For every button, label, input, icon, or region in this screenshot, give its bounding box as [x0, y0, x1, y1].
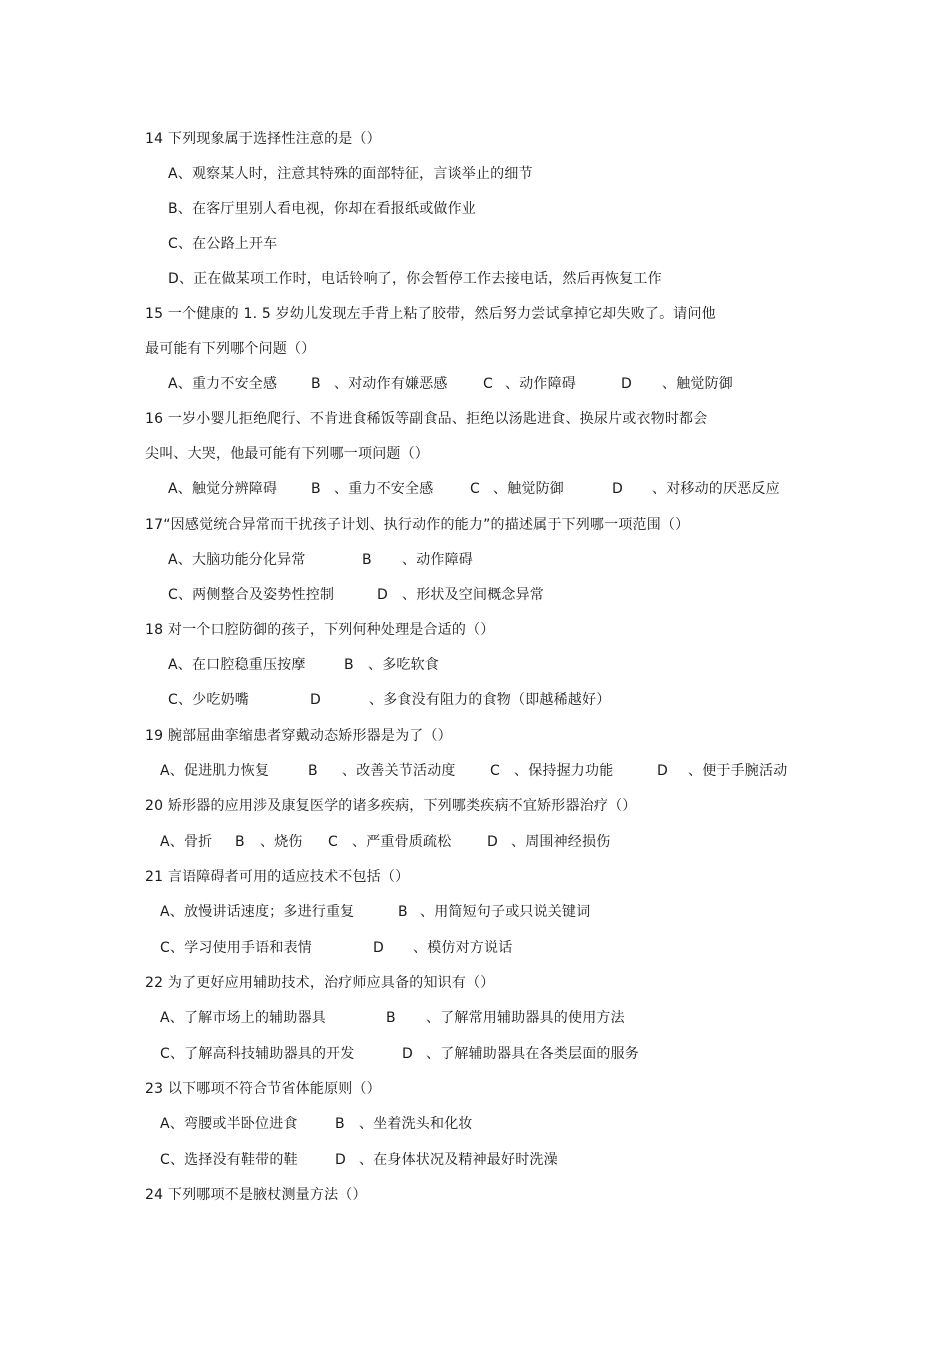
option-row: C、学习使用手语和表情 D 、模仿对方说话: [160, 940, 513, 956]
option-row: A、观察某人时，注意其特殊的面部特征，言谈举止的细节: [168, 166, 533, 182]
question-stem: 16 一岁小婴儿拒绝爬行、不肯进食稀饭等副食品、拒绝以汤匙进食、换尿片或衣物时都会: [145, 411, 708, 427]
option-row: A、弯腰或半卧位进食 B 、坐着洗头和化妆: [160, 1116, 473, 1132]
option-row: C、少吃奶嘴 D 、多食没有阻力的食物（即越稀越好）: [168, 692, 611, 708]
option-row: A、在口腔稳重压按摩 B 、多吃软食: [168, 657, 439, 673]
option-row: A、大脑功能分化异常 B 、动作障碍: [168, 552, 473, 568]
question-stem: 最可能有下列哪个问题（）: [145, 341, 316, 357]
option-row: D、正在做某项工作时，电话铃响了，你会暂停工作去接电话，然后再恢复工作: [168, 271, 662, 287]
option-row: C、在公路上开车: [168, 236, 278, 252]
question-stem: 17“因感觉统合异常而干扰孩子计划、执行动作的能力”的描述属于下列哪一项范围（）: [145, 517, 690, 533]
option-row: A、了解市场上的辅助器具 B 、了解常用辅助器具的使用方法: [160, 1010, 625, 1026]
option-row: A、促进肌力恢复 B 、改善关节活动度 C 、保持握力功能 D 、便于手腕活动: [160, 763, 788, 779]
option-row: A、触觉分辨障碍 B 、重力不安全感 C 、触觉防御 D 、对移动的厌恶反应: [168, 481, 780, 497]
question-stem: 23 以下哪项不符合节省体能原则（）: [145, 1081, 381, 1097]
question-stem: 15 一个健康的 1. 5 岁幼儿发现左手背上粘了胶带，然后努力尝试拿掉它却失败了。请问他: [145, 306, 716, 322]
question-stem: 22 为了更好应用辅助技术，治疗师应具备的知识有（）: [145, 975, 495, 991]
question-stem: 21 言语障碍者可用的适应技术不包括（）: [145, 869, 410, 885]
question-stem: 尖叫、大哭，他最可能有下列哪一项问题（）: [145, 446, 429, 462]
question-stem: 14 下列现象属于选择性注意的是（）: [145, 131, 381, 147]
option-row: C、了解高科技辅助器具的开发 D 、了解辅助器具在各类层面的服务: [160, 1046, 639, 1062]
option-row: A、重力不安全感 B 、对动作有嫌恶感 C 、动作障碍 D 、触觉防御: [168, 376, 733, 392]
question-stem: 20 矫形器的应用涉及康复医学的诸多疾病，下列哪类疾病不宜矫形器治疗（）: [145, 798, 637, 814]
question-stem: 24 下列哪项不是腋杖测量方法（）: [145, 1187, 367, 1203]
option-row: B、在客厅里别人看电视，你却在看报纸或做作业: [168, 201, 477, 217]
option-row: A、骨折 B 、烧伤 C 、严重骨质疏松 D 、周围神经损伤: [160, 834, 611, 850]
question-stem: 19 腕部屈曲挛缩患者穿戴动态矫形器是为了（）: [145, 728, 452, 744]
option-row: C、两侧整合及姿势性控制 D 、形状及空间概念异常: [168, 587, 544, 603]
option-row: A、放慢讲话速度；多进行重复 B 、用简短句子或只说关键词: [160, 904, 591, 920]
option-row: C、选择没有鞋带的鞋 D 、在身体状况及精神最好时洗澡: [160, 1152, 558, 1168]
question-stem: 18 对一个口腔防御的孩子，下列何种处理是合适的（）: [145, 622, 495, 638]
